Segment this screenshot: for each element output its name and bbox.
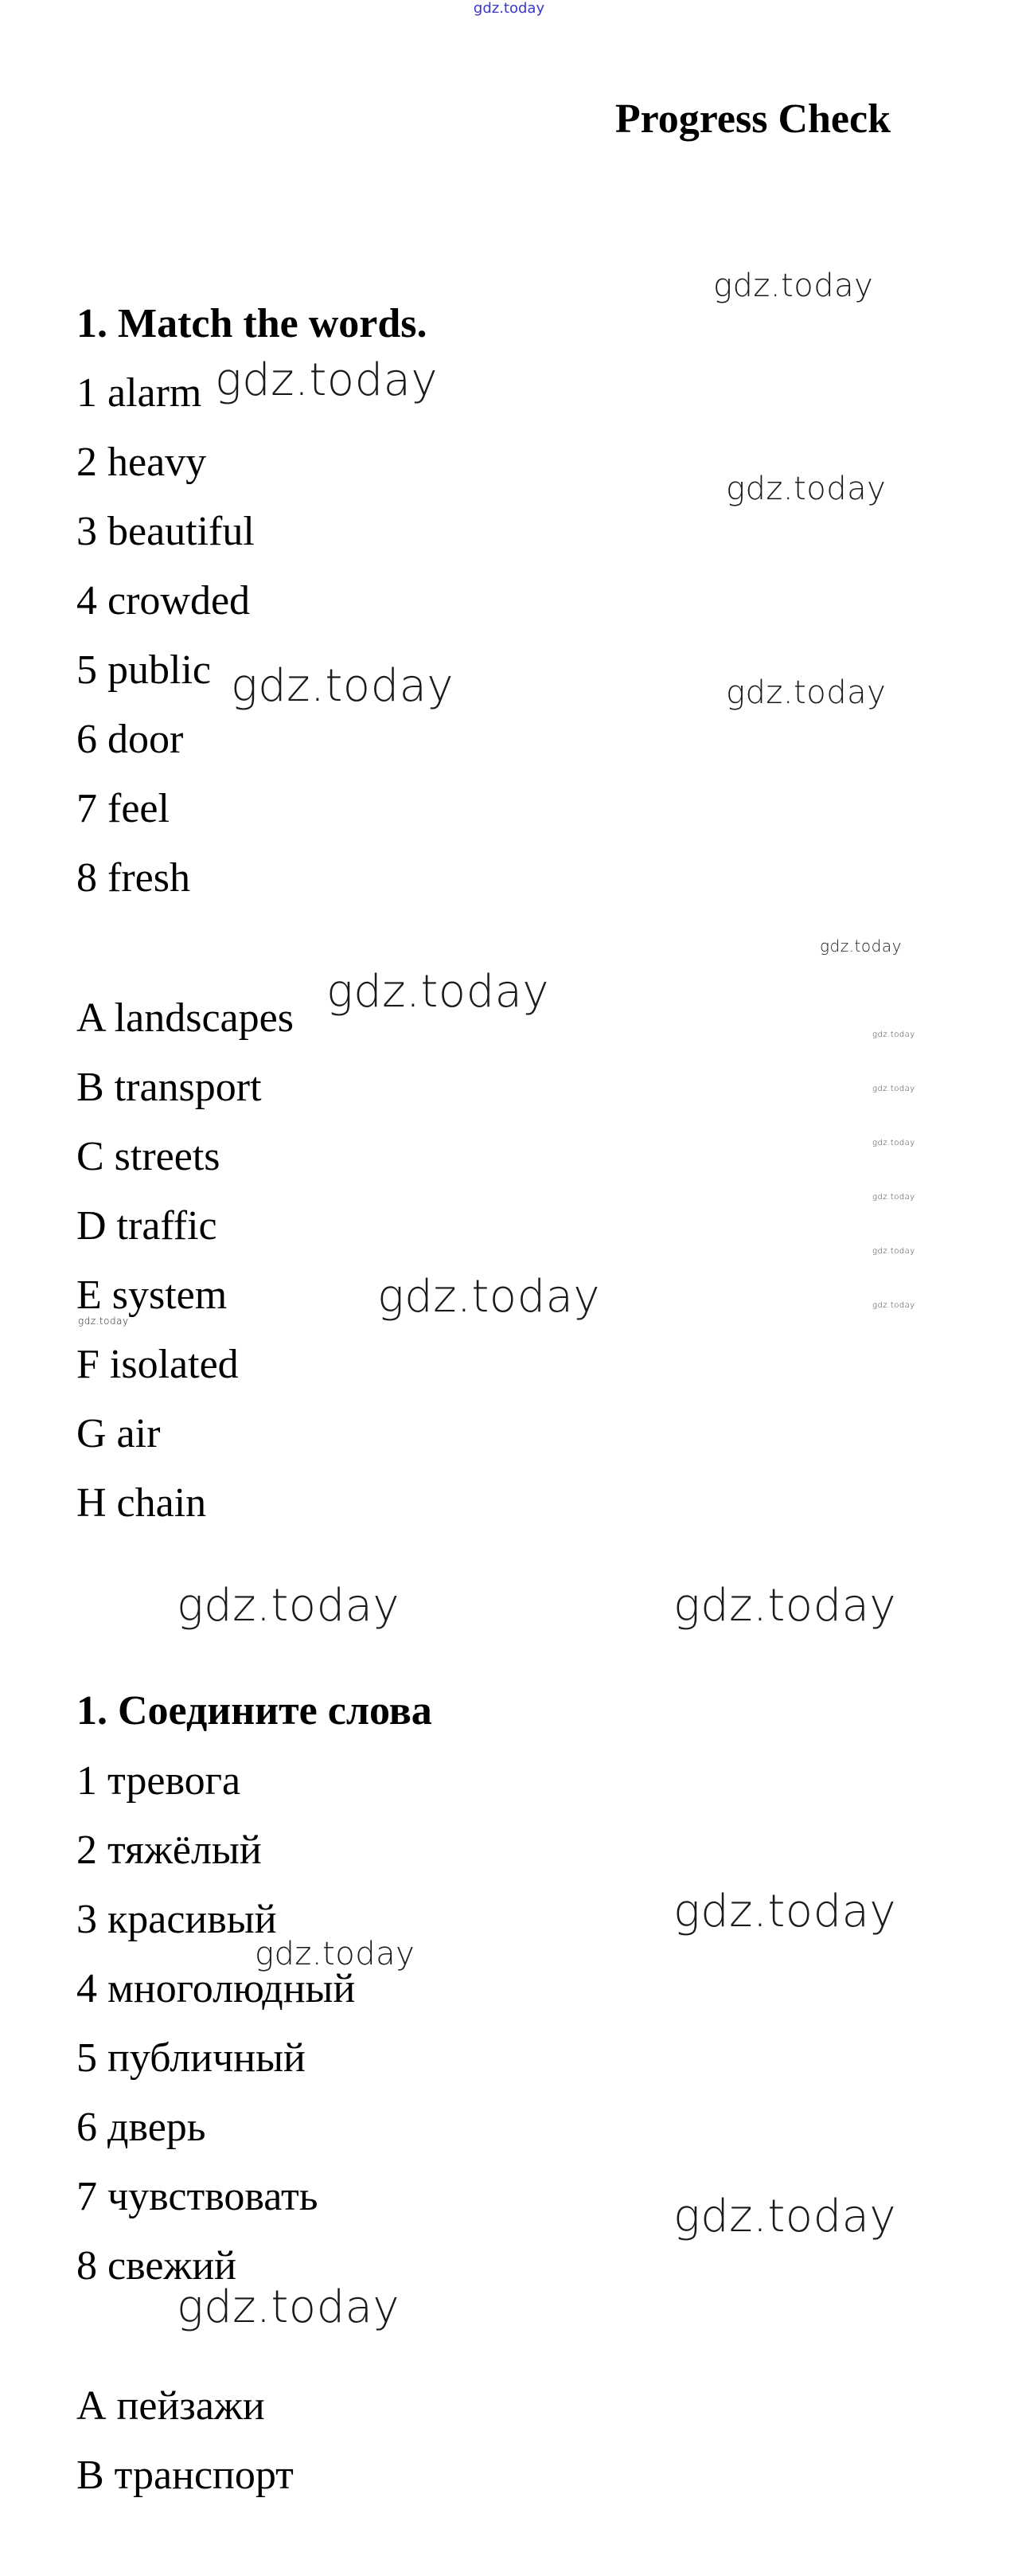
exercise-en-right-list <box>76 993 294 1547</box>
list-item: H chain <box>76 1480 207 1526</box>
list-item: В транспорт <box>76 2453 294 2498</box>
list-item: 1 alarm <box>76 370 202 416</box>
list-item: D traffic <box>76 1203 217 1249</box>
list-item: 5 публичный <box>76 2035 306 2081</box>
watermark: gdz.today <box>231 660 454 712</box>
watermark: gdz.today <box>78 1315 129 1327</box>
list-item: 4 многолюдный <box>76 1966 356 2011</box>
watermark: gdz.today <box>326 966 550 1018</box>
watermark: gdz.today <box>872 1085 915 1093</box>
watermark: gdz.today <box>820 936 902 956</box>
list-item: 3 beautiful <box>76 509 255 554</box>
list-item: 3 красивый <box>76 1897 277 1942</box>
watermark: gdz.today <box>872 1139 915 1147</box>
list-item: 4 crowded <box>76 578 251 623</box>
watermark: gdz.today <box>673 1580 897 1632</box>
watermark: gdz.today <box>673 1886 897 1937</box>
list-item: B transport <box>76 1065 262 1110</box>
watermark: gdz.today <box>255 1936 415 1972</box>
list-item: 8 fresh <box>76 855 190 901</box>
list-item: 2 heavy <box>76 440 207 485</box>
watermark: gdz.today <box>726 674 887 711</box>
list-item: C streets <box>76 1134 220 1179</box>
list-item: F isolated <box>76 1342 239 1387</box>
page-title: Progress Check <box>614 96 891 142</box>
exercise-ru-heading: 1. Соедините слова <box>76 1688 432 1734</box>
top-site-link[interactable]: gdz.today <box>473 0 545 17</box>
watermark: gdz.today <box>215 354 439 406</box>
exercise-en-heading: 1. Match the words. <box>76 301 427 346</box>
watermark: gdz.today <box>872 1247 915 1256</box>
exercise-ru-right-list <box>76 2381 294 2519</box>
list-item: 8 свежий <box>76 2243 236 2289</box>
watermark: gdz.today <box>726 471 887 507</box>
watermark: gdz.today <box>177 1580 400 1632</box>
list-item: 7 чувствовать <box>76 2174 318 2219</box>
list-item: 1 тревога <box>76 1758 241 1804</box>
list-item: 5 public <box>76 647 211 693</box>
watermark: gdz.today <box>713 268 874 304</box>
list-item: A landscapes <box>76 995 294 1041</box>
list-item: G air <box>76 1411 161 1456</box>
watermark: gdz.today <box>872 1030 915 1039</box>
list-item: А пейзажи <box>76 2383 265 2429</box>
exercise-ru-left-list <box>76 1756 355 2310</box>
watermark: gdz.today <box>177 2281 400 2333</box>
watermark: gdz.today <box>673 2191 897 2242</box>
list-item: 6 door <box>76 717 184 762</box>
list-item: E system <box>76 1272 228 1318</box>
list-item: 7 feel <box>76 786 170 831</box>
list-item: 2 тяжёлый <box>76 1827 262 1873</box>
watermark: gdz.today <box>872 1301 915 1310</box>
list-item: 6 дверь <box>76 2105 206 2150</box>
exercise-en-left-list <box>76 368 255 922</box>
watermark: gdz.today <box>872 1193 915 1202</box>
watermark: gdz.today <box>377 1271 601 1323</box>
